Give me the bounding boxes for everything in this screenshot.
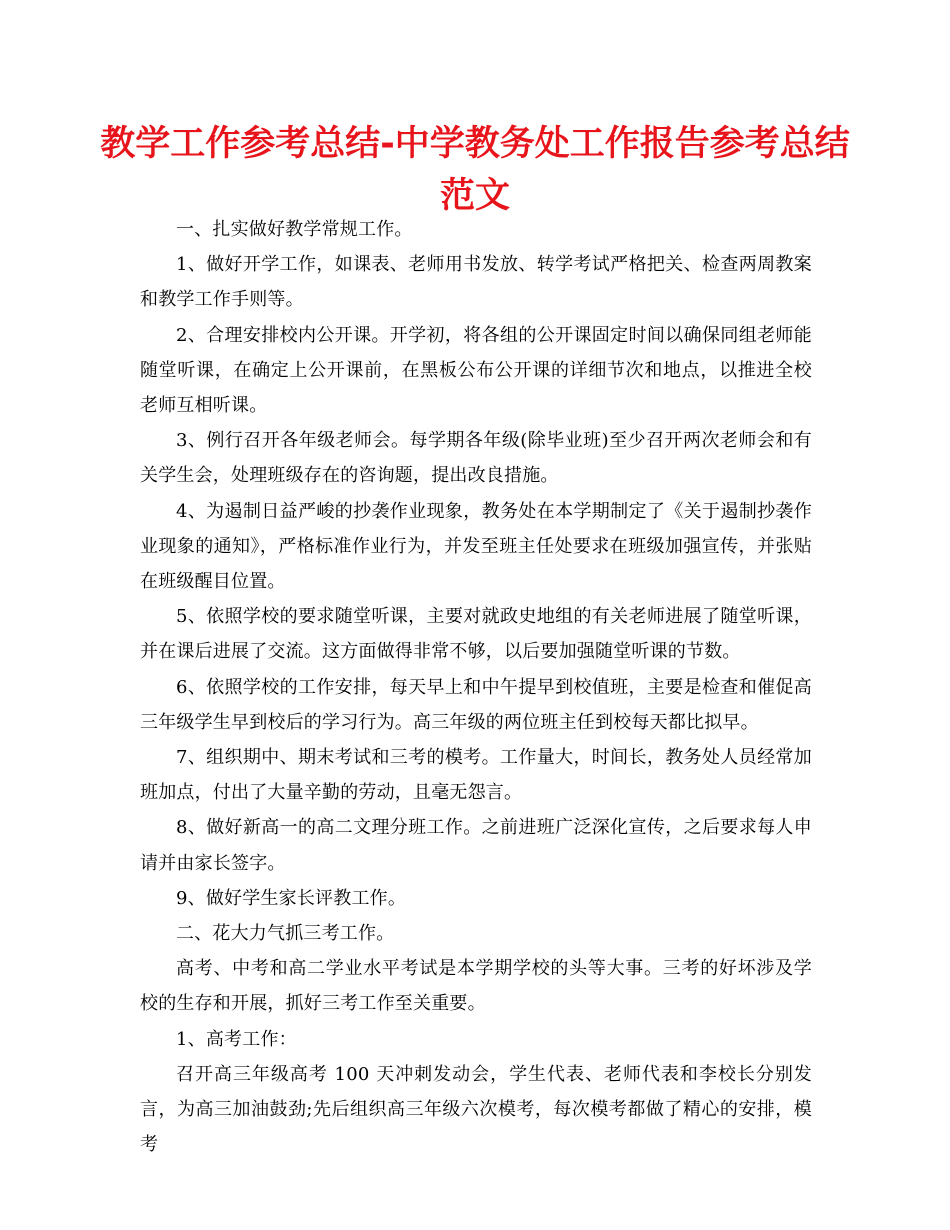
paragraph: 高考、中考和高二学业水平考试是本学期学校的头等大事。三考的好坏涉及学校的生存和开展，抓好三考工作至关重要。 bbox=[140, 958, 812, 1015]
paragraph: 8、做好新高一的高二文理分班工作。之前进班广泛深化宣传，之后要求每人申请并由家长签字。 bbox=[140, 817, 812, 874]
paragraph: 召开高三年级高考 100 天冲刺发动会，学生代表、老师代表和李校长分别发言，为高三加油鼓劲;先后组织高三年级六次模考，每次模考都做了精心的安排，模考 bbox=[140, 1063, 812, 1156]
paragraph: 5、依照学校的要求随堂听课，主要对就政史地组的有关老师进展了随堂听课，并在课后进展了交流。这方面做得非常不够，以后要加强随堂听课的节数。 bbox=[140, 606, 812, 663]
paragraph: 2、合理安排校内公开课。开学初，将各组的公开课固定时间以确保同组老师能随堂听课，在确定上公开课前，在黑板公布公开课的详细节次和地点，以推进全校老师互相听课。 bbox=[140, 324, 812, 417]
paragraph: 一、扎实做好教学常规工作。 bbox=[176, 219, 413, 240]
paragraph: 1、做好开学工作，如课表、老师用书发放、转学考试严格把关、检查两周教案和教学工作手则等。 bbox=[140, 254, 812, 311]
paragraph: 7、组织期中、期末考试和三考的模考。工作量大，时间长，教务处人员经常加班加点，付出了大量辛勤的劳动，且毫无怨言。 bbox=[140, 747, 812, 804]
paragraph: 9、做好学生家长评教工作。 bbox=[176, 887, 407, 909]
document-body bbox=[140, 212, 812, 1162]
paragraph: 4、为遏制日益严峻的抄袭作业现象，教务处在本学期制定了《关于遏制抄袭作业现象的通知》，严格标准作业行为，并发至班主任处要求在班级加强宣传，并张贴在班级醒目位置。 bbox=[140, 500, 812, 593]
document-title: 教学工作参考总结-中学教务处工作报告参考总结范文 bbox=[100, 124, 850, 216]
paragraph: 二、花大力气抓三考工作。 bbox=[176, 923, 395, 945]
paragraph: 3、例行召开各年级老师会。每学期各年级(除毕业班)至少召开两次老师会和有关学生会，处理班级存在的咨询题，提出改良措施。 bbox=[140, 430, 812, 487]
paragraph: 1、高考工作： bbox=[176, 1028, 297, 1050]
paragraph: 6、依照学校的工作安排，每天早上和中午提早到校值班，主要是检查和催促高三年级学生早到校后的学习行为。高三年级的两位班主任到校每天都比拟早。 bbox=[140, 676, 812, 733]
